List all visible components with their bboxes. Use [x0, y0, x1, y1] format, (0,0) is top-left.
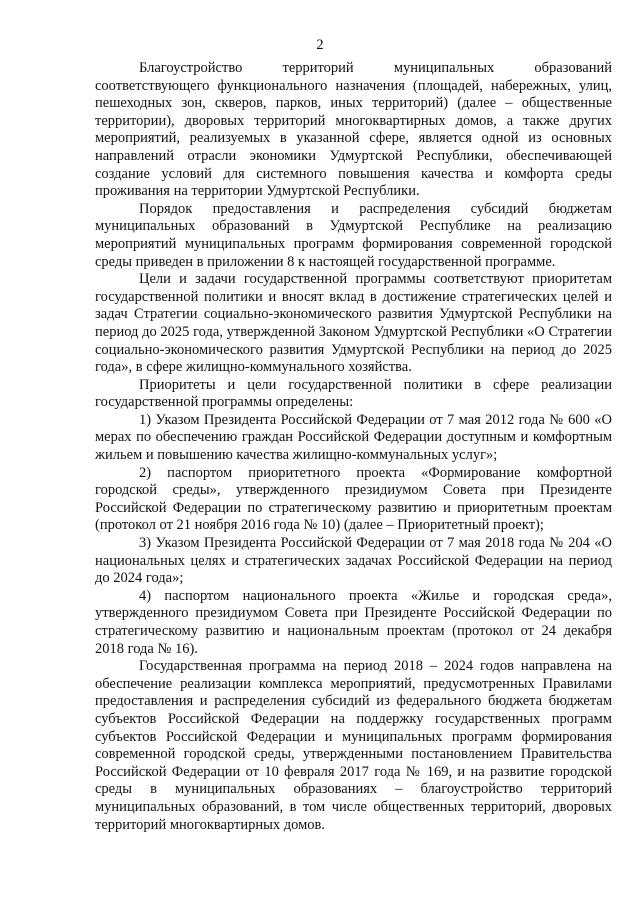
paragraph-landscaping: Благоустройство территорий муниципальных образований соответствующего функционального назначения (площадей, набережных, улиц, пешеходных зон, скверов, парков, иных территорий) (далее – общественные территории), дворовых территорий многоквартирных домов, а также других мероприятий, реализуемых в указанной сфере, является одной из основных направлений отрасли экономики Удмуртской Республики, обеспечивающей создание условий для системного повышения качества и комфорта среды проживания на территории Удмуртской Республики. — [95, 60, 612, 200]
paragraph-goals-and-tasks: Цели и задачи государственной программы соответствуют приоритетам государственной политики и вносят вклад в достижение стратегических целей и задач Стратегии социально-экономического развития Удмуртской Республики на период до 2025 года, утвержденной Законом Удмуртской Республики «О Стратегии социально-экономического развития Удмуртской Республики на период до 2025 года», в сфере жилищно-коммунального хозяйства. — [95, 271, 612, 376]
paragraph-priorities-intro: Приоритеты и цели государственной политики в сфере реализации государственной программы определены: — [95, 376, 612, 411]
list-item-decree-600: 1) Указом Президента Российской Федерации от 7 мая 2012 года № 600 «О мерах по обеспечению граждан Российской Федерации доступным и комфортным жильем и повышению качества жилищно-коммунальных услуг»; — [95, 411, 612, 464]
list-item-national-project-passport: 4) паспортом национального проекта «Жилье и городская среда», утвержденного президиумом Совета при Президенте Российской Федерации по стратегическому развитию и национальным проектам (протокол от 24 декабря 2018 года № 16). — [95, 587, 612, 657]
list-item-decree-204: 3) Указом Президента Российской Федерации от 7 мая 2018 года № 204 «О национальных целях и стратегических задачах Российской Федерации на период до 2024 года»; — [95, 535, 612, 587]
document-body — [95, 60, 612, 834]
paragraph-program-2018-2024: Государственная программа на период 2018 – 2024 годов направлена на обеспечение реализации комплекса мероприятий, предусмотренных Правилами предоставления и распределения субсидий из федерального бюджета бюджетам субъектов Российской Федерации на поддержку государственных программ субъектов Российской Федерации и муниципальных программ формирования современной городской среды, утвержденными постановлением Правительства Российской Федерации от 10 февраля 2017 года № 169, и на развитие городской среды в муниципальных образованиях – благоустройство территорий муниципальных образований, в том числе общественных территорий, дворовых территорий многоквартирных домов. — [95, 658, 612, 833]
page-number: 2 — [316, 37, 324, 53]
list-item-priority-project-passport: 2) паспортом приоритетного проекта «Формирование комфортной городской среды», утвержденного президиумом Совета при Президенте Российской Федерации по стратегическому развитию и приоритетным проектам (протокол от 21 ноября 2016 года № 10) (далее – Приоритетный проект); — [95, 464, 612, 534]
paragraph-subsidy-procedure: Порядок предоставления и распределения субсидий бюджетам муниципальных образований в Удмуртской Республике на реализацию мероприятий муниципальных программ формирования современной городской среды приведен в приложении 8 к настоящей государственной программе. — [95, 200, 612, 270]
